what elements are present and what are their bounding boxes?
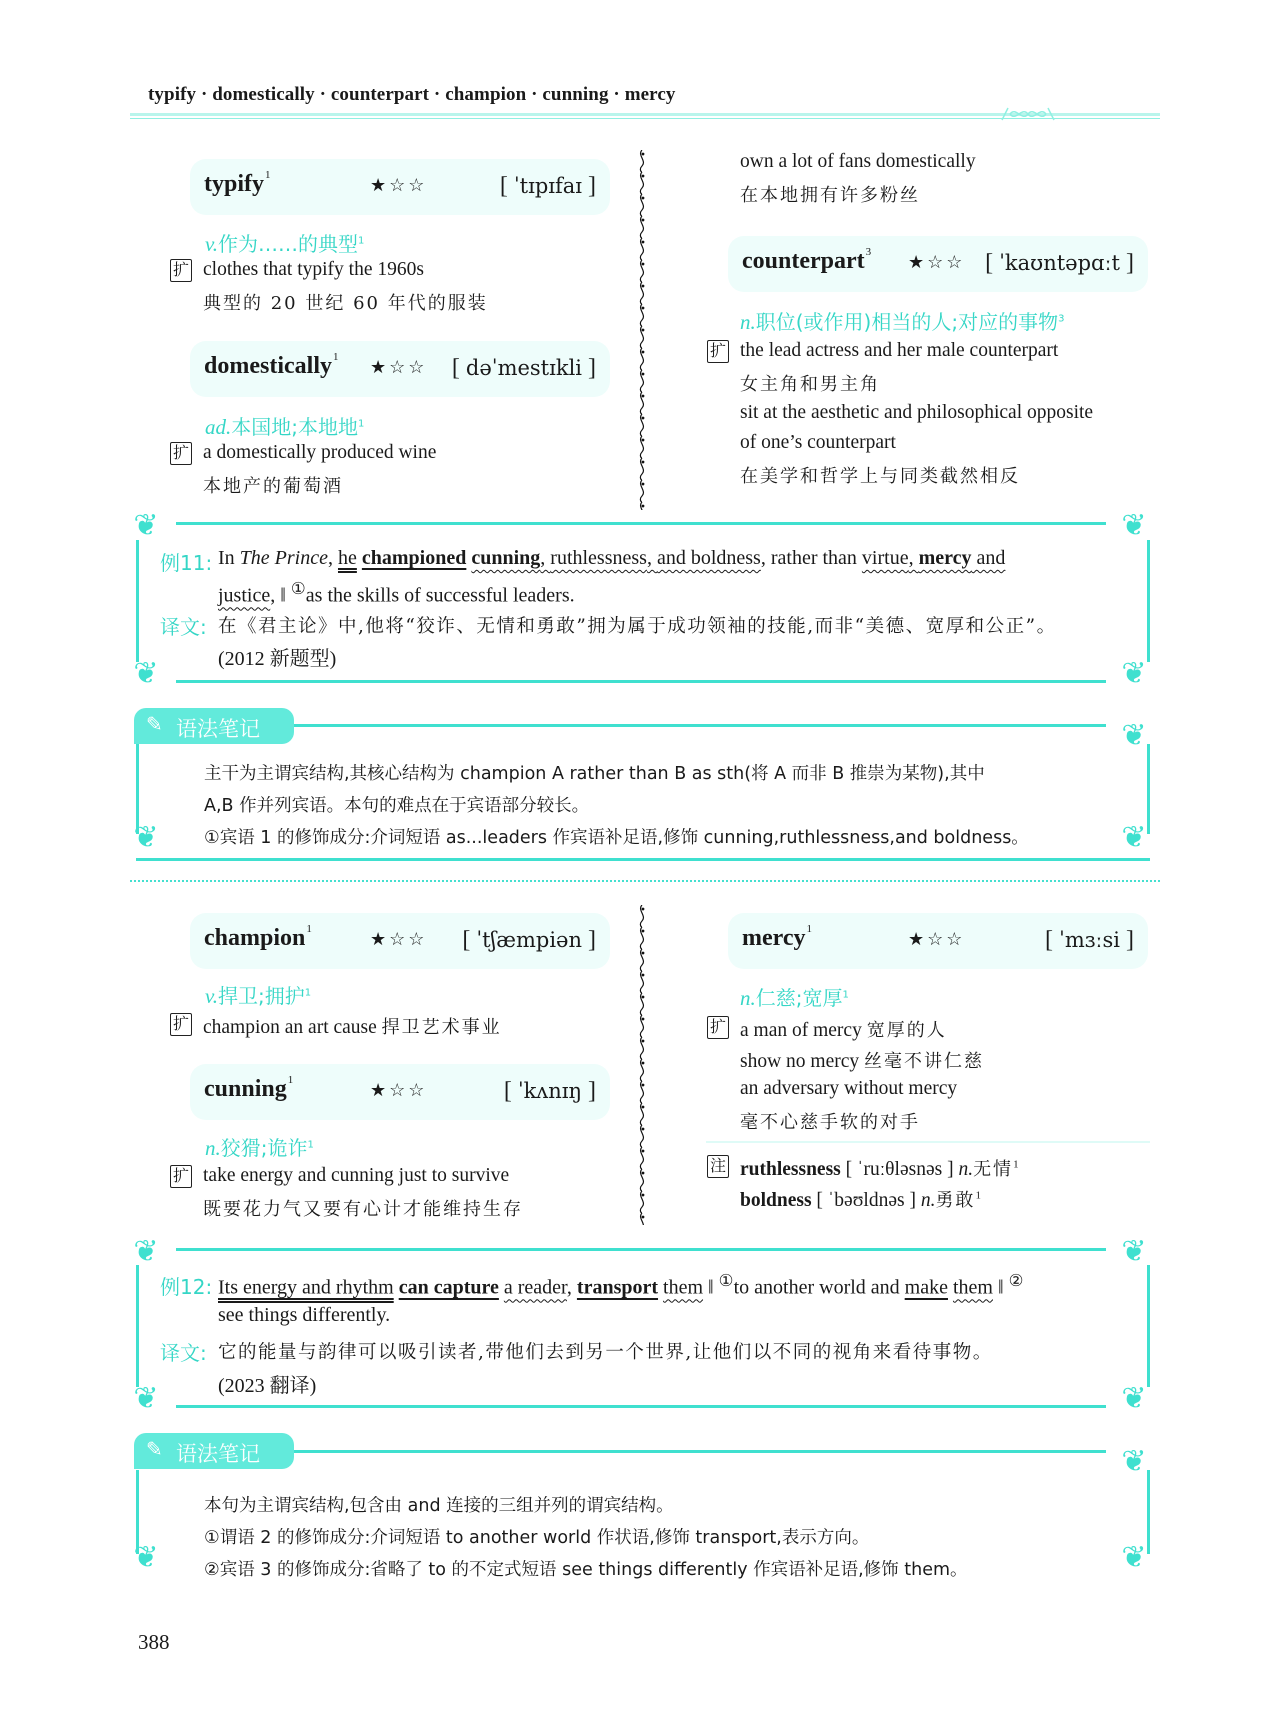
grammar-line: ②宾语 3 的修饰成分:省略了 to 的不定式短语 see things differently 作宾语补足语,修饰 them。	[204, 1560, 968, 1580]
example-en: take energy and cunning just to survive	[203, 1165, 510, 1186]
phonetic: [ dəˈmestɪkli ]	[451, 355, 596, 381]
example-en: clothes that typify the 1960s	[203, 259, 424, 280]
example-label: 例12:	[160, 1275, 213, 1299]
flourish-corner-icon: ❦	[1121, 1541, 1147, 1574]
example-box-top-rule	[176, 1248, 1106, 1251]
flourish-corner-icon: ❦	[133, 509, 159, 542]
object: them	[663, 1276, 704, 1299]
note-tag-icon: 注	[707, 1155, 729, 1178]
example-zh: 典型的 20 世纪 60 年代的服装	[203, 293, 488, 314]
example-zh: 女主角和男主角	[740, 374, 880, 395]
word-card-domestically	[190, 341, 610, 397]
flourish-corner-icon: ❦	[1121, 1382, 1147, 1415]
example-en: own a lot of fans domestically	[740, 151, 976, 172]
grammar-line: 主干为主谓宾结构,其核心结构为 champion A rather than B as sth(将 A 而非 B 推崇为某物),其中	[204, 764, 985, 784]
grammar-line: ①谓语 2 的修饰成分:介词短语 to another world 作状语,修饰 transport,表示方向。	[204, 1528, 870, 1548]
expand-tag-icon: 扩	[170, 259, 192, 282]
example-zh: 毫不心慈手软的对手	[740, 1112, 920, 1133]
flourish-corner-icon: ❦	[1121, 657, 1147, 690]
grammar-line: ①宾语 1 的修饰成分:介词短语 as...leaders 作宾语补足语,修饰 cunning,ruthlessness,and boldness。	[204, 828, 1029, 848]
source: (2023 翻译)	[218, 1375, 317, 1397]
definition: n.狡猾;诡诈$^1$	[205, 1136, 314, 1160]
example-en: sit at the aesthetic and philosophical opposite	[740, 402, 1094, 423]
example-en: champion an art cause 捍卫艺术事业	[203, 1017, 502, 1038]
definition: ad.本国地;本地地$^1$	[205, 415, 365, 439]
example-sentence-line1: Its energy and rhythm can capture a reader, transport them ‖ ①to another world and make them ‖ ②	[218, 1271, 1024, 1299]
flourish-corner-icon: ❦	[133, 1382, 159, 1415]
phonetic: [ ˈtɪpɪfaɪ ]	[499, 173, 596, 199]
example-sentence-line2: see things differently.	[218, 1304, 391, 1326]
example-en: the lead actress and her male counterpart	[740, 340, 1059, 361]
example-en: an adversary without mercy	[740, 1078, 958, 1099]
page-number: 388	[138, 1630, 170, 1654]
definition: n.职位(或作用)相当的人;对应的事物$^3$	[740, 310, 1065, 334]
flourish-corner-icon: ❦	[1121, 1235, 1147, 1268]
flourish-corner-icon: ❦	[1121, 821, 1147, 854]
star-rating-icon: ★☆☆	[370, 175, 428, 195]
example-sentence-line2: justice, ‖ ①as the skills of successful leaders.	[218, 579, 575, 607]
subject: he	[337, 547, 357, 569]
headword: counterpart$^3$	[742, 246, 872, 274]
word-card-champion	[190, 913, 610, 969]
grammar-top-rule	[294, 1450, 1106, 1453]
example-sentence-line1: In The Prince, he championed cunning, ruthlessness, and boldness, rather than virtue, mercy and	[218, 547, 1006, 569]
phonetic: [ ˈkaʊntəpɑːt ]	[985, 250, 1134, 276]
example-box-bottom-rule	[176, 680, 1106, 683]
grammar-note-tab: ✎ 语法笔记	[134, 1433, 294, 1469]
header-ornament-icon	[1000, 106, 1056, 122]
headword: typify$^1$	[204, 169, 271, 197]
star-rating-icon: ★☆☆	[908, 252, 966, 272]
definition: v.作为……的典型$^1$	[205, 232, 365, 256]
phonetic: [ ˈmɜːsi ]	[1045, 927, 1134, 953]
grammar-line: 本句为主谓宾结构,包含由 and 连接的三组并列的谓宾结构。	[204, 1496, 674, 1516]
flourish-corner-icon: ❦	[1121, 719, 1147, 752]
star-rating-icon: ★☆☆	[370, 357, 428, 377]
translation: 它的能量与韵律可以吸引读者,带他们去到另一个世界,让他们以不同的视角来看待事物。	[218, 1342, 993, 1363]
grammar-note-tab: ✎ 语法笔记	[134, 708, 294, 744]
headword: champion$^1$	[204, 923, 312, 951]
phonetic: [ ˈtʃæmpiən ]	[462, 927, 596, 953]
definition: n.仁慈;宽厚$^1$	[740, 986, 849, 1010]
pen-icon: ✎	[146, 1437, 163, 1461]
predicate: transport	[576, 1276, 659, 1299]
predicate: make	[904, 1276, 948, 1299]
example-zh: 本地产的葡萄酒	[203, 476, 343, 497]
translation-label: 译文:	[160, 1341, 207, 1365]
example-label: 例11:	[160, 551, 213, 575]
note-item: ruthlessness [ ˈruːθləsnəs ] n.无情$^1$	[740, 1158, 1019, 1180]
example-en: a man of mercy 宽厚的人	[740, 1020, 947, 1041]
section-divider	[130, 880, 1160, 882]
star-rating-icon: ★☆☆	[908, 929, 966, 949]
column-divider-icon	[637, 150, 647, 510]
example-en: a domestically produced wine	[203, 442, 437, 463]
source: (2012 新题型)	[218, 648, 337, 670]
word-card-typify	[190, 159, 610, 215]
example-zh: 在本地拥有许多粉丝	[740, 185, 920, 206]
grammar-11-box	[136, 744, 1150, 834]
headword: cunning$^1$	[204, 1074, 294, 1102]
object: them	[952, 1276, 993, 1299]
word-card-cunning	[190, 1064, 610, 1120]
object: cunning	[471, 547, 541, 569]
example-en: show no mercy 丝毫不讲仁慈	[740, 1051, 985, 1072]
predicate: can capture	[398, 1276, 499, 1299]
star-rating-icon: ★☆☆	[370, 1080, 428, 1100]
example-en-cont: of one’s counterpart	[740, 432, 896, 453]
definition: v.捍卫;拥护$^1$	[205, 984, 312, 1008]
translation-label: 译文:	[160, 615, 207, 639]
flourish-corner-icon: ❦	[1121, 1445, 1147, 1478]
example-zh: 既要花力气又要有心计才能维持生存	[203, 1199, 523, 1220]
column-divider-icon	[637, 905, 647, 1225]
star-rating-icon: ★☆☆	[370, 929, 428, 949]
object: a reader	[503, 1276, 567, 1299]
translation: 在《君主论》中,他将“狡诈、无情和勇敢”拥为属于成功领袖的技能,而非“美德、宽厚和公正”。	[218, 616, 1057, 637]
word-card-mercy	[728, 913, 1148, 969]
example-box-bottom-rule	[176, 1405, 1106, 1408]
note-divider	[706, 1141, 1150, 1143]
grammar-bottom-rule	[136, 858, 1150, 861]
headword: mercy$^1$	[742, 923, 813, 951]
running-head: typify · domestically · counterpart · champion · cunning · mercy	[148, 84, 676, 105]
expand-tag-icon: 扩	[170, 442, 192, 465]
grammar-top-rule	[294, 724, 1106, 727]
subject: Its energy and rhythm	[218, 1276, 394, 1299]
example-box-top-rule	[176, 522, 1106, 525]
example-zh: 在美学和哲学上与同类截然相反	[740, 466, 1020, 487]
predicate: championed	[361, 547, 467, 569]
flourish-corner-icon: ❦	[133, 1235, 159, 1268]
flourish-corner-icon: ❦	[1121, 509, 1147, 542]
flourish-corner-icon: ❦	[133, 1541, 159, 1574]
phonetic: [ ˈkʌnɪŋ ]	[503, 1078, 596, 1104]
word-card-counterpart	[728, 236, 1148, 292]
expand-tag-icon: 扩	[170, 1165, 192, 1188]
expand-tag-icon: 扩	[707, 340, 729, 363]
flourish-corner-icon: ❦	[133, 657, 159, 690]
pen-icon: ✎	[146, 712, 163, 736]
expand-tag-icon: 扩	[170, 1013, 192, 1036]
expand-tag-icon: 扩	[707, 1016, 729, 1039]
headword: domestically$^1$	[204, 351, 339, 379]
grammar-line: A,B 作并列宾语。本句的难点在于宾语部分较长。	[204, 796, 590, 816]
flourish-corner-icon: ❦	[133, 821, 159, 854]
note-item: boldness [ ˈbəʊldnəs ] n.勇敢$^1$	[740, 1189, 981, 1211]
